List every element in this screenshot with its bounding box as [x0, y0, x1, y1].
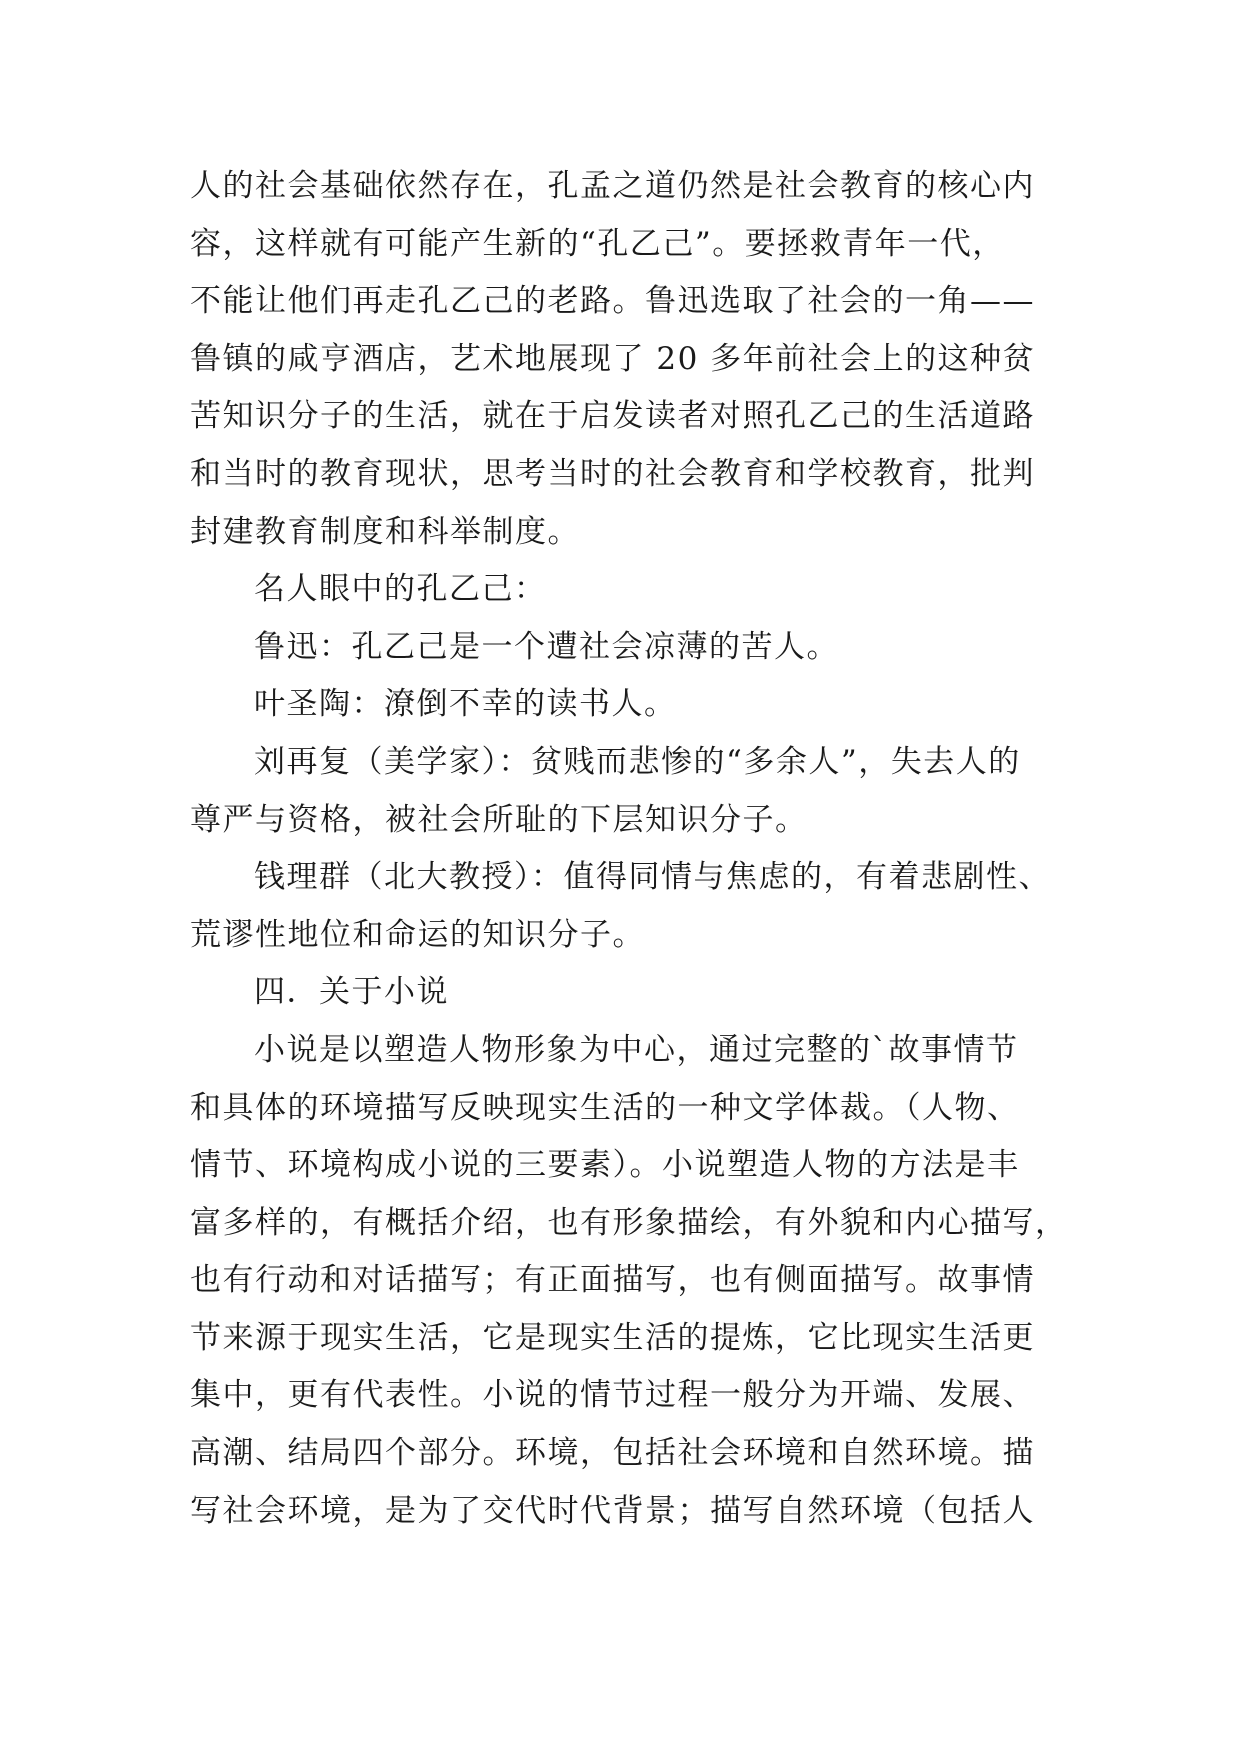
text-line: 人的社会基础依然存在，孔孟之道仍然是社会教育的核心内 [190, 168, 1035, 204]
text-line: 名人眼中的孔乙己： [254, 571, 547, 608]
text-line: 尊严与资格，被社会所耻的下层知识分子。 [190, 801, 808, 838]
text-line: 和具体的环境描写反映现实生活的一种文学体裁。（人物、 [190, 1089, 1020, 1126]
body-text [190, 158, 1068, 1540]
text-line: 荒谬性地位和命运的知识分子。 [190, 916, 645, 953]
text-line: 也有行动和对话描写；有正面描写，也有侧面描写。故事情 [190, 1262, 1035, 1299]
text-line: 封建教育制度和科举制度。 [190, 513, 580, 550]
text-line: 鲁迅：孔乙己是一个遭社会凉薄的苦人。 [254, 628, 839, 665]
text-line: 小说是以塑造人物形象为中心，通过完整的`故事情节 [254, 1031, 1019, 1068]
text-line: 苦知识分子的生活，就在于启发读者对照孔乙己的生活道路 [190, 398, 1035, 435]
text-line: 和当时的教育现状，思考当时的社会教育和学校教育，批判 [190, 455, 1035, 492]
text-line: 不能让他们再走孔乙己的老路。鲁迅选取了社会的一角—— [190, 283, 1035, 320]
text-line: 写社会环境，是为了交代时代背景；描写自然环境（包括人 [190, 1492, 1035, 1529]
text-line: 钱理群（北大教授）：值得同情与焦虑的，有着悲剧性、 [254, 859, 1051, 896]
text-line: 叶圣陶：潦倒不幸的读书人。 [254, 686, 677, 723]
text-line: 高潮、结局四个部分。环境，包括社会环境和自然环境。描 [190, 1435, 1035, 1472]
text-line: 鲁镇的咸亨酒店，艺术地展现了 20 多年前社会上的这种贫 [190, 340, 1036, 377]
text-line: 容，这样就有可能产生新的“孔乙己”。要拯救青年一代， [190, 225, 1005, 262]
text-line: 节来源于现实生活，它是现实生活的提炼，它比现实生活更 [190, 1319, 1035, 1356]
text-line: 集中，更有代表性。小说的情节过程一般分为开端、发展、 [190, 1377, 1035, 1414]
text-line: 情节、环境构成小说的三要素）。小说塑造人物的方法是丰 [190, 1147, 1020, 1184]
section-heading: 四．关于小说 [254, 974, 449, 1011]
text-line: 刘再复（美学家）：贫贱而悲惨的“多余人”，失去人的 [254, 743, 1021, 780]
text-line: 富多样的，有概括介绍，也有形象描绘，有外貌和内心描写， [190, 1204, 1068, 1241]
